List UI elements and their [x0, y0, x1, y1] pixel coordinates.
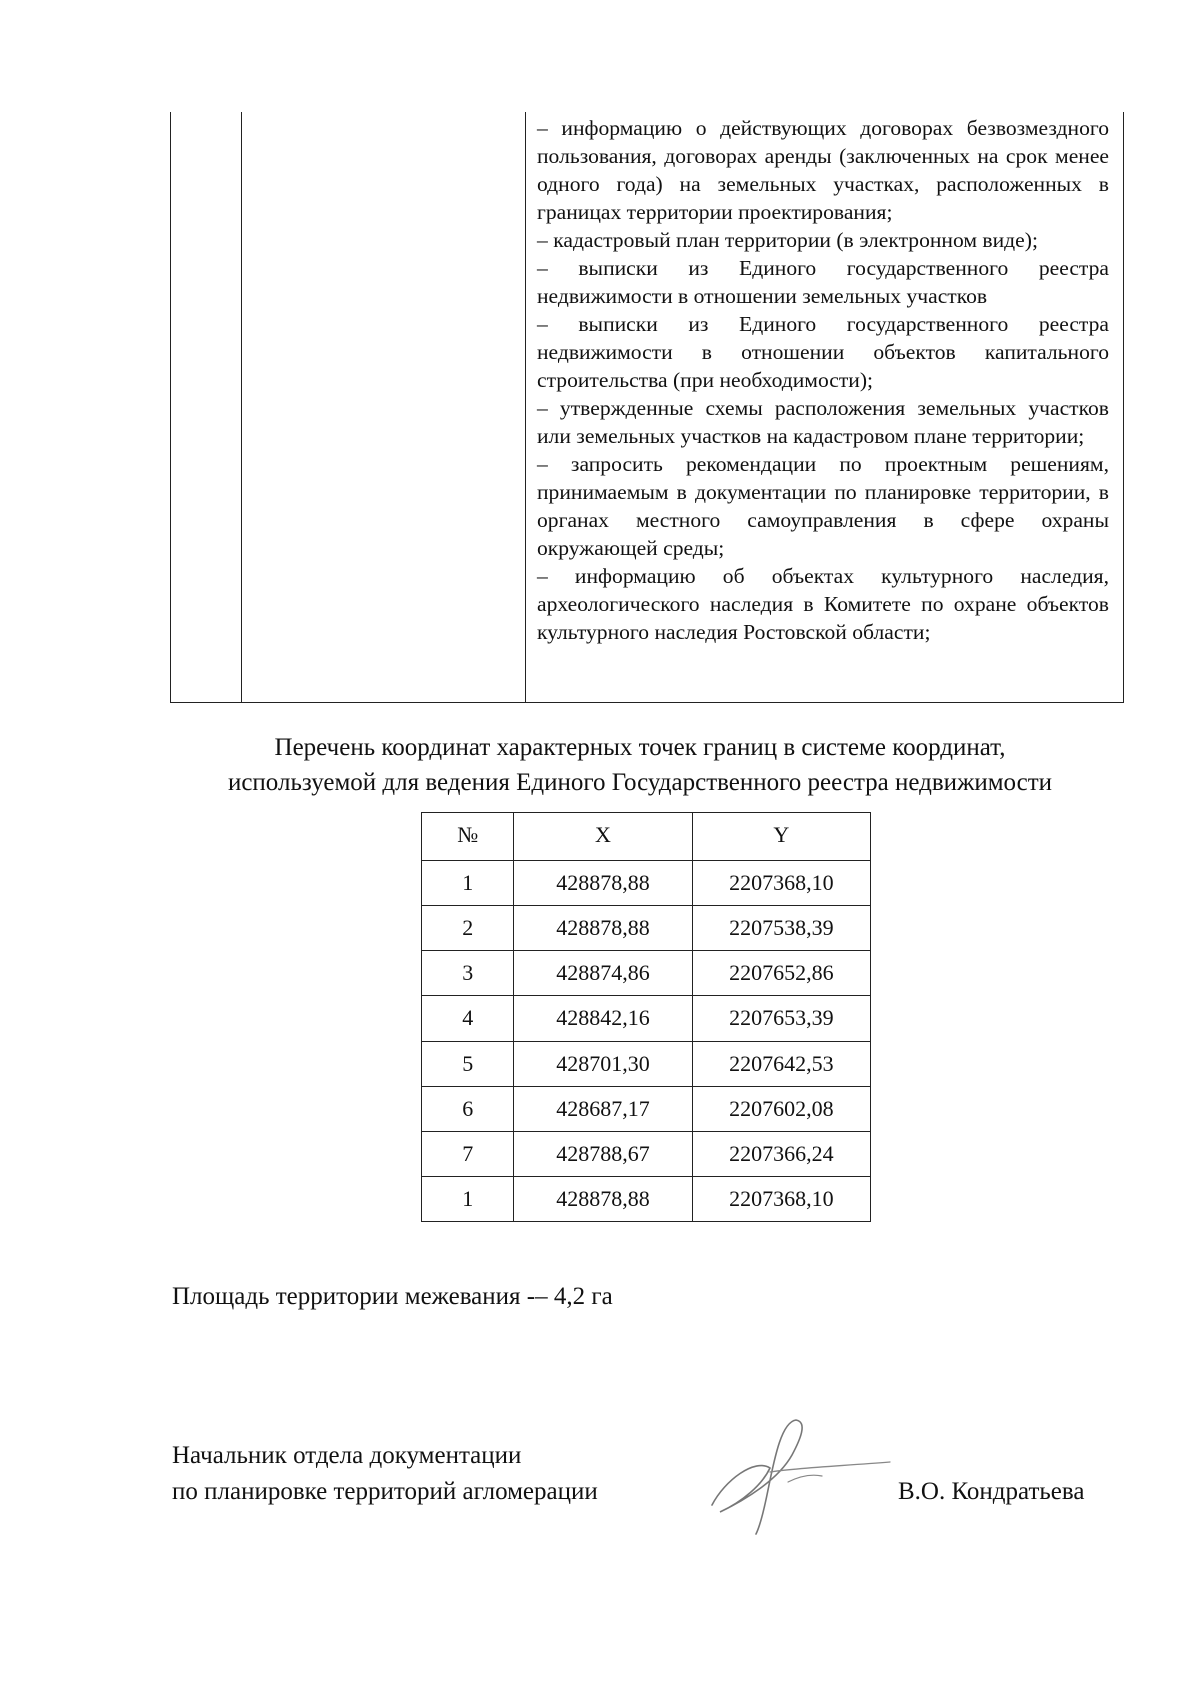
point-y: 2207538,39 — [692, 906, 870, 951]
signer-position-line: по планировке территорий агломерации — [172, 1478, 598, 1505]
point-y: 2207653,39 — [692, 996, 870, 1041]
coordinates-heading-line: используемой для ведения Единого Государственного реестра недвижимости — [227, 769, 1053, 796]
point-y: 2207642,53 — [692, 1041, 870, 1086]
point-x: 428874,86 — [514, 951, 692, 996]
table-row — [422, 1176, 871, 1221]
point-number: 6 — [422, 1086, 514, 1131]
point-x: 428878,88 — [514, 906, 692, 951]
column-divider — [241, 112, 242, 702]
point-x: 428842,16 — [514, 996, 692, 1041]
handwritten-signature — [700, 1410, 900, 1540]
requirement-item: – утвержденные схемы расположения земельных участков или земельных участков на кадастровом плане территории; — [537, 396, 1109, 448]
point-number: 1 — [422, 1176, 514, 1221]
point-x: 428701,30 — [514, 1041, 692, 1086]
point-number: 4 — [422, 996, 514, 1041]
point-number: 5 — [422, 1041, 514, 1086]
requirement-item: – кадастровый план территории (в электронном виде); — [537, 228, 1038, 252]
point-x: 428788,67 — [514, 1131, 692, 1176]
header-number: № — [422, 813, 514, 861]
point-y: 2207368,10 — [692, 861, 870, 906]
column-divider — [525, 112, 526, 702]
requirements-cell — [537, 114, 1109, 646]
point-x: 428878,88 — [514, 861, 692, 906]
requirement-item: – выписки из Единого государственного реестра недвижимости в отношении объектов капитального строительства (при необходимости); — [537, 312, 1109, 392]
point-y: 2207366,24 — [692, 1131, 870, 1176]
coordinates-heading-line: Перечень координат характерных точек границ в системе координат, — [274, 734, 1006, 761]
table-row — [422, 861, 871, 906]
requirement-item: – запросить рекомендации по проектным решениям, принимаемым в документации по планировке территории, в органах местного самоуправления в сфере охраны окружающей среды; — [537, 452, 1109, 560]
signer-position-line: Начальник отдела документации — [172, 1442, 522, 1469]
requirement-item: – информацию о действующих договорах безвозмездного пользования, договорах аренды (заключенных на срок менее одного года) на земельных участках, расположенных в границах территории проектирования; — [537, 116, 1109, 224]
point-y: 2207368,10 — [692, 1176, 870, 1221]
point-number: 1 — [422, 861, 514, 906]
signer-position — [172, 1438, 598, 1510]
requirements-table-continuation — [170, 112, 1124, 703]
requirement-item: – информацию об объектах культурного наследия, археологического наследия в Комитете по охране объектов культурного наследия Ростовской области; — [537, 564, 1109, 644]
header-y: Y — [692, 813, 870, 861]
table-row — [422, 1041, 871, 1086]
coordinates-heading — [150, 730, 1130, 800]
point-x: 428878,88 — [514, 1176, 692, 1221]
table-row — [422, 906, 871, 951]
point-number: 7 — [422, 1131, 514, 1176]
point-number: 2 — [422, 906, 514, 951]
point-number: 3 — [422, 951, 514, 996]
table-row — [422, 1086, 871, 1131]
table-row — [422, 1131, 871, 1176]
area-statement: Площадь территории межевания -– 4,2 га — [172, 1283, 613, 1310]
point-x: 428687,17 — [514, 1086, 692, 1131]
point-y: 2207602,08 — [692, 1086, 870, 1131]
signer-name: В.О. Кондратьева — [898, 1478, 1085, 1505]
coordinates-table — [421, 812, 871, 1222]
header-x: X — [514, 813, 692, 861]
table-header-row — [422, 813, 871, 861]
table-row — [422, 951, 871, 996]
table-row — [422, 996, 871, 1041]
requirement-item: – выписки из Единого государственного реестра недвижимости в отношении земельных участков — [537, 256, 1109, 308]
point-y: 2207652,86 — [692, 951, 870, 996]
